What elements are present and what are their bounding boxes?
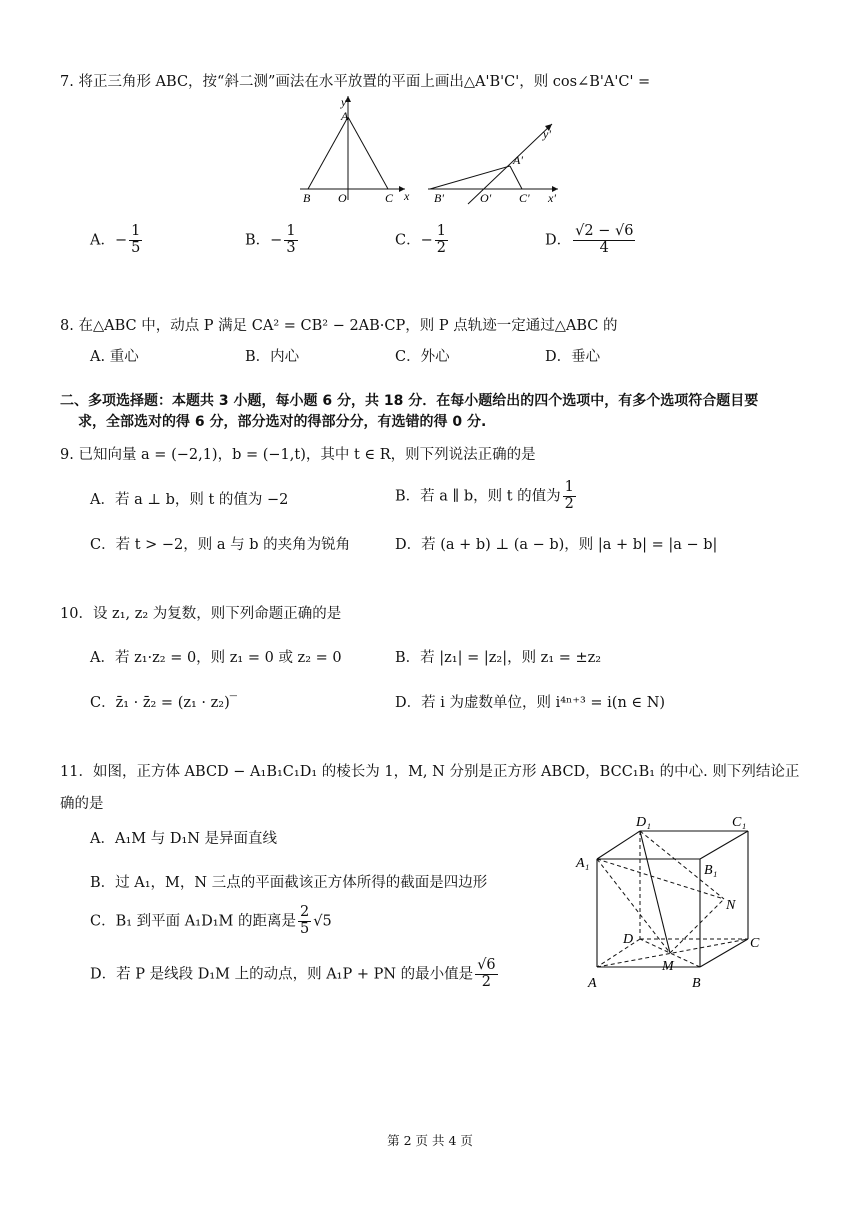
cube-label-A1: A₁	[576, 856, 590, 871]
cube-label-C: C	[750, 936, 760, 951]
q10-option-c: C．z̄₁ · z̄₂ = (z₁ · z₂)‾	[90, 695, 237, 711]
cube-label-B1: B₁	[704, 863, 718, 878]
q11-option-a: A．A₁M 与 D₁N 是异面直线	[90, 831, 278, 847]
fig2-C-label: C'	[519, 191, 530, 205]
fig2-B-label: B'	[434, 191, 444, 205]
q8-option-a: A. 重心	[90, 349, 139, 365]
fig2-x-label: x'	[548, 191, 556, 205]
fig1-x-label: x	[404, 189, 410, 203]
fig1-B-label: B	[303, 191, 311, 205]
q9-option-a: A．若 a ⊥ b，则 t 的值为 −2	[90, 492, 289, 508]
cube-label-C1: C₁	[732, 815, 747, 830]
q9-stem: 9. 已知向量 a = (−2,1)，b = (−1,t)，其中 t ∈ R，则下列说法正确的是	[60, 447, 536, 463]
q7-option-a: A．− $\frac{1}{5}$	[90, 223, 141, 256]
fig2-A-label: A'	[513, 153, 523, 167]
q7-option-b: B．− $\frac{1}{3}$	[245, 223, 296, 256]
q10-option-b: B．若 |z₁| = |z₂|，则 z₁ = ±z₂	[395, 650, 602, 666]
q7-option-c: C．− $\frac{1}{2}$	[395, 223, 446, 256]
q9-option-c: C．若 t > −2，则 a 与 b 的夹角为锐角	[90, 537, 351, 553]
q8-stem: 8. 在△ABC 中，动点 P 满足 CA² = CB² − 2AB·CP，则 P 点轨迹一定通过△ABC 的	[60, 318, 618, 334]
cube-label-D1: D₁	[636, 815, 651, 830]
q11-option-c: C．B₁ 到平面 A₁D₁M 的距离是 $\frac{2}{5}$ √5	[90, 904, 332, 937]
q11-cube-figure	[570, 812, 770, 997]
fig1-y-label: y	[341, 95, 347, 109]
q7-figure-oblique	[428, 124, 558, 205]
q7-figures	[290, 92, 590, 207]
page-footer: 第 2 页 共 4 页	[387, 1133, 473, 1148]
q9-option-b: B．若 a ∥ b，则 t 的值为 $\frac{1}{2}$	[395, 479, 574, 512]
section-heading-line1: 二、多项选择题：本题共 3 小题，每小题 6 分，共 18 分．在每小题给出的四个选项中，有多个选项符合题目要	[60, 393, 759, 409]
fig1-O-label: O	[338, 191, 347, 205]
cube-label-D: D	[623, 932, 634, 947]
q7-option-d: D． $\frac{√2 - √6}{4}$	[545, 223, 634, 256]
q11-option-d: D．若 P 是线段 D₁M 上的动点，则 A₁P + PN 的最小值是 $\frac{√6}{2}$	[90, 957, 496, 990]
fig1-A-label: A	[341, 109, 349, 123]
fig2-y-label: y'	[543, 127, 551, 141]
cube-label-B: B	[692, 976, 701, 991]
q11-option-b: B．过 A₁，M，N 三点的平面截该正方体所得的截面是四边形	[90, 875, 488, 891]
fig1-C-label: C	[385, 191, 394, 205]
cube-label-N: N	[726, 898, 736, 913]
q8-option-c: C．外心	[395, 349, 450, 365]
cube-label-M: M	[662, 959, 674, 974]
section-heading-line2: 求，全部选对的得 6 分，部分选对的得部分分，有选错的得 0 分.	[78, 414, 487, 430]
fig2-O-label: O'	[480, 191, 492, 205]
q10-option-a: A．若 z₁·z₂ = 0，则 z₁ = 0 或 z₂ = 0	[90, 650, 342, 666]
q8-option-d: D．垂心	[545, 349, 601, 365]
cube-label-A: A	[588, 976, 597, 991]
q7-stem: 7. 将正三角形 ABC，按“斜二测”画法在水平放置的平面上画出△A'B'C'，则 cos∠B'A'C' =	[60, 74, 651, 90]
q10-option-d: D．若 i 为虚数单位，则 i⁴ⁿ⁺³ = i(n ∈ N)	[395, 695, 666, 711]
q11-stem-line1: 11．如图，正方体 ABCD − A₁B₁C₁D₁ 的棱长为 1，M, N 分别是正方形 ABCD，BCC₁B₁ 的中心. 则下列结论正	[60, 764, 800, 780]
q7-figure-original	[300, 95, 410, 205]
q11-stem-line2: 确的是	[60, 796, 104, 812]
q9-option-d: D．若 (a + b) ⊥ (a − b)，则 |a + b| = |a − b|	[395, 537, 718, 553]
q8-option-b: B．内心	[245, 349, 300, 365]
q10-stem: 10．设 z₁, z₂ 为复数，则下列命题正确的是	[60, 606, 342, 622]
